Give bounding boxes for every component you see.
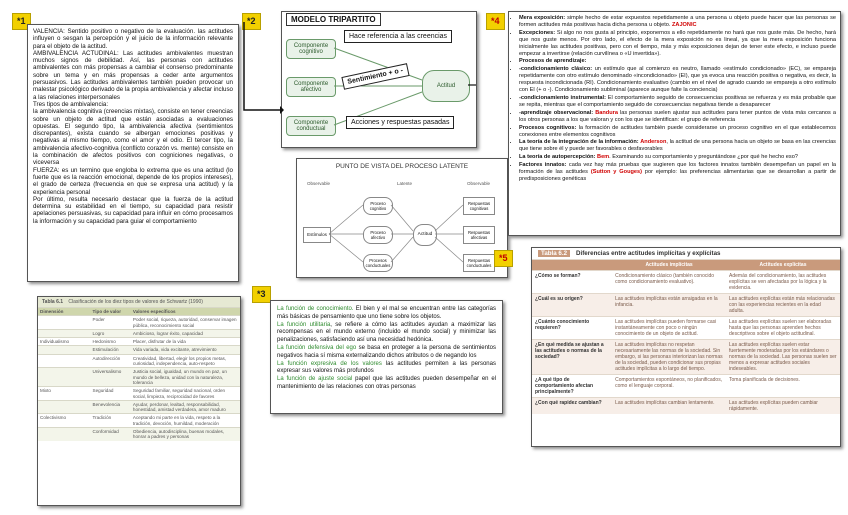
table-cell	[38, 368, 91, 387]
box-affective: Componente afectivo	[286, 77, 336, 97]
schwartz-values-table-card	[37, 296, 241, 506]
table-6-1-header	[38, 297, 240, 307]
implicit-explicit-card	[531, 247, 841, 447]
formation-bullet	[519, 154, 836, 161]
function-label: La función expresiva de los valores	[277, 360, 382, 367]
table-cell: Universalismo	[91, 368, 131, 387]
functions-text	[271, 301, 502, 397]
table-cell: Seguridad familiar, seguridad nacional, orden social, limpieza, reciprocidad de favores	[131, 387, 240, 401]
latent-response-1: Respuestas afectivas	[463, 226, 495, 244]
table-row	[532, 271, 840, 294]
tag-3: *3	[252, 286, 271, 303]
tag-5: *5	[494, 250, 513, 267]
function-text: , se refiere a cómo las actitudes ayudan a maximizar las recompensas en el mundo externo (incluido el mundo social) y minimizar las penalizaciones, satisfaciendo así una necesidad hedónica.	[277, 321, 496, 344]
table-cell: Benevolencia	[91, 400, 131, 414]
formation-cite: Anderson	[640, 139, 667, 146]
formation-text: simple hecho de estar expuestos repetidamente a una persona u objeto puede hacer que las personas se formen actitudes más positivas hacia dicha persona u objeto.	[519, 15, 836, 28]
formation-text	[509, 12, 840, 187]
tag-4: *4	[486, 13, 505, 30]
table-cell: Ayudar, perdonar, lealtad, responsabilidad, honestidad, amistad verdadera, amor maduro	[131, 400, 240, 414]
implicit-explicit-table	[532, 259, 840, 414]
valencia-paragraph: VALENCIA: Sentido positivo o negativo de la evaluación. las actitudes influyen o sesgan la percepción y el juicio de la información relevante para el objeto de la actitud.	[33, 28, 233, 50]
table-row	[38, 354, 240, 368]
table-cell: Las actitudes explícitas suelen estar fuertemente moderadas por los estándares o normas de la sociedad. Las personas suelen ser menos a expresar actitudes sociales indeseables.	[726, 340, 840, 375]
table-cell: Justicia social, igualdad, un mundo en paz, un mundo de belleza, unidad con la naturaleza, tolerancia	[131, 368, 240, 387]
table-row	[38, 414, 240, 428]
latent-observable-left: Observable	[307, 181, 331, 186]
table-6-2-title: Diferencias entre actitudes implícitas y explícitas	[576, 250, 721, 257]
formation-text: El comportamiento seguido de consecuencias positivas se refuerza y es más probable que se repita, mientras que el comportamiento seguido de consecuencias negativas tiende a desaparecer	[519, 94, 836, 108]
function-text: papel que las actitudes pueden desempeñar en el mantenimiento de las relaciones con otras personas	[277, 376, 497, 390]
table-cell: Las actitudes implícitas están arraigadas en la infancia.	[612, 294, 726, 317]
table-cell: Creatividad, libertad, elegir los propios metas, curiosidad, independencia, auto-respeto	[131, 354, 240, 368]
latent-response-2: Respuestas conductuales	[463, 254, 495, 272]
valencia-paragraph: Tres tipos de ambivalencia:	[33, 100, 109, 108]
table-cell: Las actitudes implícitas pueden formarse casi instantáneamente con poco o ningún conocimiento de un objeto de actitud.	[612, 317, 726, 340]
card-valencia	[27, 24, 239, 282]
tag-1: *1	[12, 13, 31, 30]
table-row	[38, 338, 240, 346]
table-cell: ¿Cuánto conocimiento requieren?	[532, 317, 612, 340]
function-label: La función utilitaria	[277, 321, 331, 328]
latent-process-card	[296, 158, 508, 278]
table-cell: Autodirección	[91, 354, 131, 368]
tag2-connector	[236, 22, 284, 114]
callout-feelings: Sentimiento + o -	[341, 63, 409, 90]
formation-cite: Bandura	[595, 109, 618, 116]
table-row	[532, 398, 840, 415]
table-head-cell: Valores específicos	[131, 308, 240, 316]
function-item	[277, 376, 496, 392]
function-label: La función de ajuste social	[277, 376, 353, 383]
latent-center: Actitud	[413, 224, 437, 246]
table-cell: Las actitudes explícitas suelen ser elaboradas hasta que las personas aprenden hechos descriptivos sobre el objeto actitudinal.	[726, 317, 840, 340]
table-cell	[38, 346, 91, 354]
latent-response-0: Respuestas cognitivas	[463, 197, 495, 215]
tripartite-title: MODELO TRIPARTITO	[286, 13, 381, 26]
latent-process-0: Proceso cognitivo	[363, 197, 393, 215]
table-head-cell: Dimensión	[38, 308, 91, 316]
function-label: La función de conocimiento.	[277, 306, 354, 312]
table-cell: Vida variada, vida excitante, atrevimiento	[131, 346, 240, 354]
functions-card	[270, 300, 503, 414]
table-cell: Individualismo	[38, 338, 91, 346]
table-cell: Hedonismo	[91, 338, 131, 346]
table-cell: Comportamientos espontáneos, no planificados, como el lenguaje corporal.	[612, 375, 726, 398]
table-cell: Colectivismo	[38, 414, 91, 428]
table-cell: Poder	[91, 316, 131, 330]
table-6-2-header	[532, 248, 840, 259]
table-row	[38, 387, 240, 401]
table-cell: ¿A qué tipo de comportamiento afectan principalmente?	[532, 375, 612, 398]
formation-text: Si algo no nos gusta al principio, exponernos a ello repetidamente no hará que nos guste más. De hecho, hará que nos guste menos. Por otro lado, el efecto de la mera exposición no es lineal, ya que la mera exposición funciona inicialmente las actitudes positivas, pero con el tiempo, más y más exposiciones dejan de tener este efecto, e incluso puede empezar a invertirse (relación curvilínea o «U invertida»).	[519, 29, 836, 57]
table-cell: Estimulación	[91, 346, 131, 354]
latent-process-2: Procesos conductuales	[363, 254, 393, 272]
schwartz-table	[38, 307, 240, 441]
formation-bullet	[519, 162, 836, 183]
function-text: se basa en proteger a la persona de sentimientos negativos hacia sí misma externalizando dichos atributos o de negando los	[277, 344, 496, 359]
formation-head: -condicionamiento clásico:	[519, 66, 593, 73]
table-row	[38, 400, 240, 414]
table-head-cell: Actitudes implícitas	[612, 260, 726, 271]
formation-tail: por ejemplo: las preferencias alimentarias que se desarrollan a partir de predisposiciones genéticas	[519, 169, 837, 182]
table-6-1-code: Tabla 6.1	[42, 299, 64, 305]
table-row	[38, 346, 240, 354]
table-cell: Poder social, riqueza, autoridad, conservar imagen pública, reconocimiento social	[131, 316, 240, 330]
table-6-1-title: Clasificación de los diez tipos de valores de Schwartz (1990)	[68, 299, 203, 305]
table-cell: Conformidad	[91, 428, 131, 441]
latent-latent-label: Latente	[397, 181, 413, 186]
tripartite-model-card	[281, 11, 477, 148]
formation-bullet	[519, 58, 836, 65]
table-head-cell: Tipo de valor	[91, 308, 131, 316]
formation-text: un estímulo que al comienzo es neutro, llamado «estímulo condicionado» (EC), se empareja repetidamente con otro estímulo denominado «incondicionado» (EI), que ya evoca una reacción positiva o negativa, es decir, la respuesta incondicionada (RI). Condicionamiento evaluativo (cambio en el nivel de agrado cuando se empareja a otro estímulo con EI (+ o -). Condicionamiento subliminal (aparece aunque falte la conciencia)	[519, 66, 836, 94]
formation-text: cada vez hay más pruebas que sugieren que los factores innatos también desempeñan un papel en la formación de las actitudes	[519, 162, 836, 176]
formation-head: Procesos cognitivos:	[519, 124, 577, 131]
valencia-paragraph: Por último, resulta necesario destacar que la fuerza de la actitud determina su estabilidad en el tiempo, su capacidad para resistir apelaciones persuasivas, su capacidad para influir en cómo procesamos la información y su capacidad para guiar el comportamiento	[33, 195, 233, 225]
box-conductual: Componente conductual	[286, 116, 336, 136]
table-cell	[38, 329, 91, 337]
table-cell: Logro	[91, 329, 131, 337]
table-row	[38, 329, 240, 337]
latent-title: PUNTO DE VISTA DEL PROCESO LATENTE	[335, 163, 469, 170]
formation-cite: (Sutton y Gouges)	[590, 169, 642, 176]
table-cell: Seguridad	[91, 387, 131, 401]
formation-bullet	[519, 66, 836, 94]
box-attitude: Actitud	[422, 70, 470, 102]
table-cell: ¿Cómo se forman?	[532, 271, 612, 294]
function-item	[277, 306, 496, 322]
table-cell: Las actitudes explícitas están más relacionadas con las experiencias recientes en la edad adulta.	[726, 294, 840, 317]
valencia-paragraph: FUERZA: es un termino que engloba lo extrema que es una actitud (lo fuerte que es la reacción emocional, depende de los propios intereses), el grado de certeza (frecuencia en que se expresa una actitud) y la experiencia personal	[33, 166, 233, 196]
table-row	[532, 340, 840, 375]
table-cell: ¿Con qué rapidez cambian?	[532, 398, 612, 415]
valencia-text	[28, 25, 238, 228]
formation-text: la formación de actitudes también puede considerarse un proceso cognitivo en el que establecemos conexiones entre elementos cognitivos	[519, 124, 836, 138]
latent-stimulus: Estímulos	[303, 227, 331, 243]
table-cell: Ambicioso, lograr éxito, capacidad	[131, 329, 240, 337]
latent-observable-right: Observable	[467, 181, 491, 186]
valencia-paragraph: AMBIVALENCIA ACTUDINAL: Las actitudes ambivalentes muestran muchos signos de debilidad. Así, las personas con actitudes ambivalentes con más propensas a cambiar el consenso predominante sobre un tema y en más propensas a ceder ante argumentos persuasivos. Las actitudes ambivalentes también pueden provocar un malestar psicológico derivado de la propia ambivalencia y afectar incluso a las relaciones interpersonales	[33, 49, 233, 101]
table-6-2-code: Tabla 6.2	[538, 250, 570, 257]
formation-head: La teoría de la integración de la información:	[519, 139, 639, 146]
table-cell: Las actitudes implícitas cambian lentamente.	[612, 398, 726, 415]
table-head-cell	[532, 260, 612, 271]
table-cell: Condicionamiento clásico (también conocido como condicionamiento evaluativo).	[612, 271, 726, 294]
callout-beliefs: Hace referencia a las creencias	[344, 30, 452, 43]
function-label: La función defensiva del ego	[277, 344, 357, 351]
table-row	[38, 368, 240, 387]
formation-bullet	[519, 110, 836, 124]
formation-cite: ZAJONIC	[671, 21, 697, 28]
table-cell: Mixto	[38, 387, 91, 401]
formation-card	[508, 11, 841, 236]
table-row	[532, 317, 840, 340]
callout-actions: Acciones y respuestas pasadas	[346, 116, 454, 129]
table-cell: Tradición	[91, 414, 131, 428]
formation-bullet	[519, 30, 836, 58]
formation-tail: . Examinando su comportamiento y preguntándose ¿por qué he hecho eso?	[609, 154, 798, 161]
formation-head: Excepciones:	[519, 29, 556, 36]
table-row	[532, 294, 840, 317]
table-head-cell: Actitudes explícitas	[726, 260, 840, 271]
formation-bullet	[519, 125, 836, 139]
tag-2: *2	[242, 13, 261, 30]
table-cell: Placer, disfrutar de la vida	[131, 338, 240, 346]
table-cell: Las actitudes explícitas pueden cambiar rápidamente.	[726, 398, 840, 415]
formation-head: La teoría de autopercepción:	[519, 154, 596, 161]
formation-head: -aprendizaje observacional:	[519, 109, 594, 116]
latent-process-1: Proceso afectivo	[363, 226, 393, 244]
table-cell: Las actitudes implícitas no respetan necesariamente las normas de la sociedad. Sin embargo, si las personas interiorizan las normas de la sociedad, pueden condicionar sus propias actitudes implícitas a lo largo del tiempo.	[612, 340, 726, 375]
table-cell	[38, 354, 91, 368]
formation-bullet	[519, 139, 836, 153]
function-item	[277, 361, 496, 377]
function-item	[277, 345, 496, 361]
table-cell	[38, 400, 91, 414]
table-cell: Obediencia, autodisciplina, buenas modales, honrar a padres y personas	[131, 428, 240, 441]
table-cell: Toma planificada de decisiones.	[726, 375, 840, 398]
table-cell: ¿Cuál es su origen?	[532, 294, 612, 317]
function-text: las actitudes permiten a las personas expresar sus valores más profundos	[277, 360, 496, 375]
table-cell	[38, 428, 91, 441]
formation-head: Mera exposición:	[519, 15, 566, 21]
formation-bullet	[519, 15, 836, 29]
box-cognitive: Componente cognitivo	[286, 39, 336, 59]
formation-bullet	[519, 95, 836, 109]
table-cell: Además del condicionamiento, las actitudes explícitas se ven afectadas por la lógica y la evidencia.	[726, 271, 840, 294]
function-item	[277, 322, 496, 345]
valencia-paragraph: la ambivalencia cognitiva (creencias mixtas), consiste en tener creencias sobre un objeto de actitud que están asociadas a evaluaciones opuestas. El segundo tipo, la ambivalencia afectiva (sentimientos discrepantes), exista cuando se albergan emociones positivas y negativas al mismo tiempo, como el amor y el odio. El tercer tipo, la ambivalencia afectivo-cognitiva (conflicto corazón vs. mente) consiste en la combinación de afectos positivos con cogniciones negativas, o viceversa	[33, 108, 233, 167]
table-cell	[38, 316, 91, 330]
table-cell: ¿En qué medida se ajustan a las actitudes o normas de la sociedad?	[532, 340, 612, 375]
formation-head: Factores innatos:	[519, 162, 567, 169]
formation-head: Procesos de aprendizaje:	[519, 58, 587, 65]
formation-cite: Bem	[597, 154, 610, 161]
table-row	[38, 428, 240, 441]
table-row	[38, 316, 240, 330]
formation-tail: las personas suelen ajustar sus actitudes para tener puntos de vista más cercanos a los otros personas a los que valoran y con los que se identifican: el grupo de referencia	[519, 109, 836, 123]
formation-head: -condicionamiento instrumental:	[519, 94, 606, 101]
table-row	[532, 375, 840, 398]
function-text: El bien y el mal se encuentran entre las categorías más básicas de pensamiento que uno tiene sobre los objetos.	[277, 306, 496, 320]
formation-tail: , la actitud de una persona hacia un objeto se basa en las creencias que tiene sobre él y puede ser favorables o desfavorables	[519, 139, 836, 153]
table-cell: Aceptando mi parte en la vida, respeto a la tradición, devoción, humildad, moderación	[131, 414, 240, 428]
